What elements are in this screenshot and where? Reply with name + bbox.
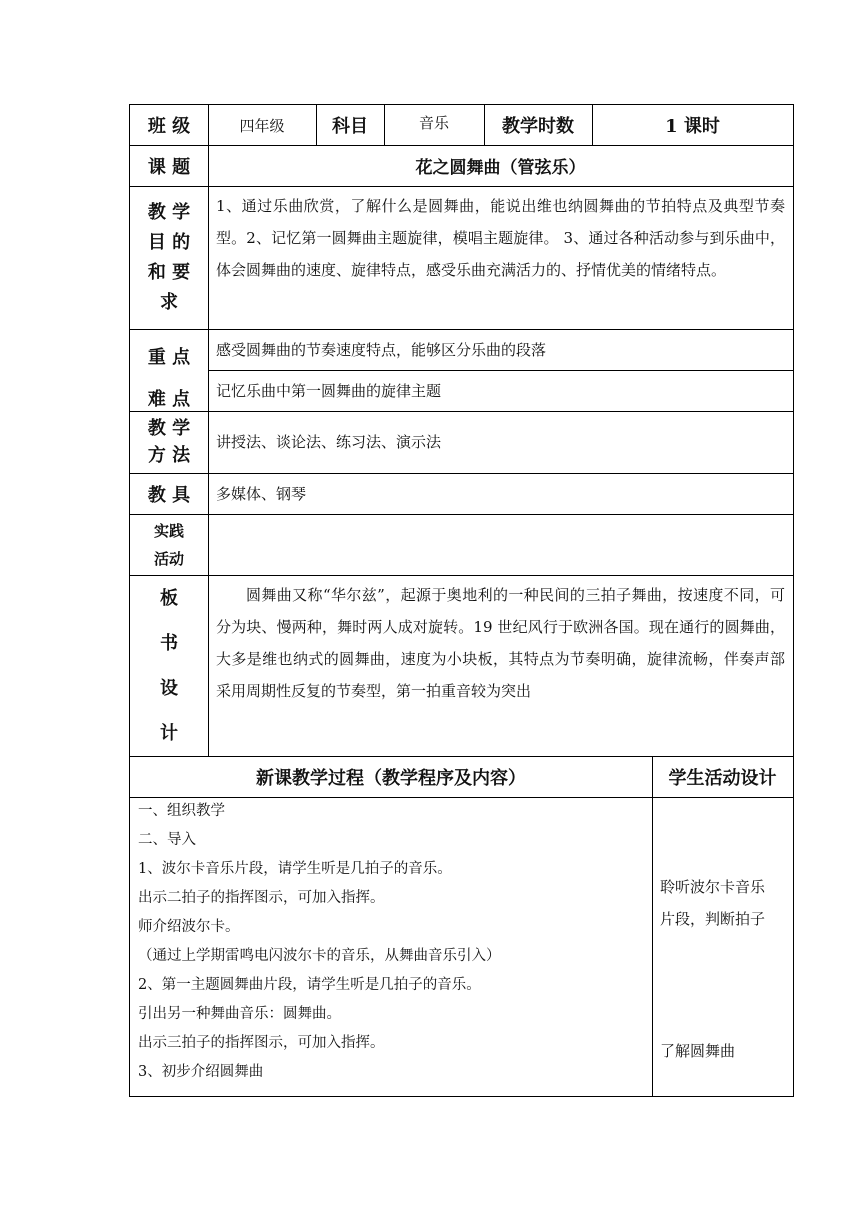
board-label-line: 计: [160, 722, 178, 744]
activity-line: 了解圆舞曲: [660, 1042, 736, 1060]
methods-label-line: 方 法: [147, 445, 191, 466]
class-label: 班 级: [147, 116, 191, 137]
activity-line: 片段，判断拍子: [660, 910, 766, 928]
key-point-text: 感受圆舞曲的节奏速度特点，能够区分乐曲的段落: [216, 340, 547, 359]
process-line: 一、组织教学: [138, 803, 225, 819]
objectives-text: 1、通过乐曲欣赏，了解什么是圆舞曲，能说出维也纳圆舞曲的节拍特点及典型节奏型。2、记忆第一圆舞曲主题旋律，模唱主题旋律。 3、通过各种活动参与到乐曲中，体会圆舞曲的速度、旋律特点，感受乐曲充满活力的、抒情优美的情绪特点。: [216, 197, 785, 279]
activity-line: 聆听波尔卡音乐: [660, 878, 766, 896]
objectives-label-line: 教 学: [147, 201, 191, 223]
objectives-label-line: 和 要: [147, 261, 191, 283]
topic-label: 课 题: [147, 156, 191, 178]
hours-value: 1 课时: [665, 116, 720, 137]
methods-label: [130, 411, 208, 473]
process-line: （通过上学期雷鸣电闪波尔卡的音乐，从舞曲音乐引入）: [138, 948, 501, 964]
difficult-label: 难 点: [147, 389, 191, 410]
subject-label: 科目: [332, 116, 368, 137]
process-line: 3、初步介绍圆舞曲: [138, 1064, 264, 1080]
tools-text: 多媒体、钢琴: [216, 484, 307, 503]
process-line: 二、导入: [138, 832, 196, 848]
class-value: 四年级: [239, 116, 285, 135]
process-line: 出示二拍子的指挥图示，可加入指挥。: [138, 890, 385, 906]
process-line: 师介绍波尔卡。: [138, 919, 240, 935]
practice-label: [130, 514, 208, 575]
methods-label-line: 教 学: [147, 418, 191, 439]
objectives-label-line: 目 的: [147, 231, 191, 253]
activity-header: 学生活动设计: [668, 767, 777, 789]
methods-text: 讲授法、谈论法、练习法、演示法: [216, 433, 442, 451]
board-label-line: 设: [160, 677, 178, 699]
tools-label: 教 具: [147, 484, 191, 506]
practice-label-line: 实践: [153, 521, 184, 540]
board-label-line: 书: [160, 632, 178, 654]
difficult-point-text: 记忆乐曲中第一圆舞曲的旋律主题: [216, 381, 442, 400]
process-line: 2、第一主题圆舞曲片段，请学生听是几拍子的音乐。: [138, 977, 481, 993]
objectives-label: [130, 186, 208, 329]
board-label-line: 板: [160, 587, 178, 609]
process-header: 新课教学过程（教学程序及内容）: [256, 767, 526, 789]
key-points-label: [130, 329, 208, 411]
board-label: [130, 575, 208, 756]
practice-text: [216, 514, 786, 575]
key-label: 重 点: [147, 347, 191, 368]
activity-content: [660, 797, 788, 1095]
board-text: 圆舞曲又称“华尔兹”，起源于奥地利的一种民间的三拍子舞曲，按速度不同，可分为块、慢两种，舞时两人成对旋转。19 世纪风行于欧洲各国。现在通行的圆舞曲，大多是维也纳式的圆舞曲，速度为小块板，其特点为节奏明确，旋律流畅，伴奏声部采用周期性反复的节奏型，第一拍重音较为突出: [216, 586, 785, 700]
subject-value: 音乐: [418, 113, 449, 132]
process-line: 出示三拍子的指挥图示，可加入指挥。: [138, 1035, 385, 1051]
practice-label-line: 活动: [153, 549, 184, 568]
hours-label: 教学时数: [502, 116, 574, 137]
process-line: 1、波尔卡音乐片段，请学生听是几拍子的音乐。: [138, 861, 452, 877]
process-content: [138, 797, 648, 1095]
column-divider: [652, 756, 653, 1096]
lesson-plan-table: [129, 104, 794, 1097]
process-line: 引出另一种舞曲音乐：圆舞曲。: [138, 1006, 341, 1022]
objectives-label-line: 求: [160, 291, 178, 313]
topic-value: 花之圆舞曲（管弦乐）: [415, 158, 586, 178]
